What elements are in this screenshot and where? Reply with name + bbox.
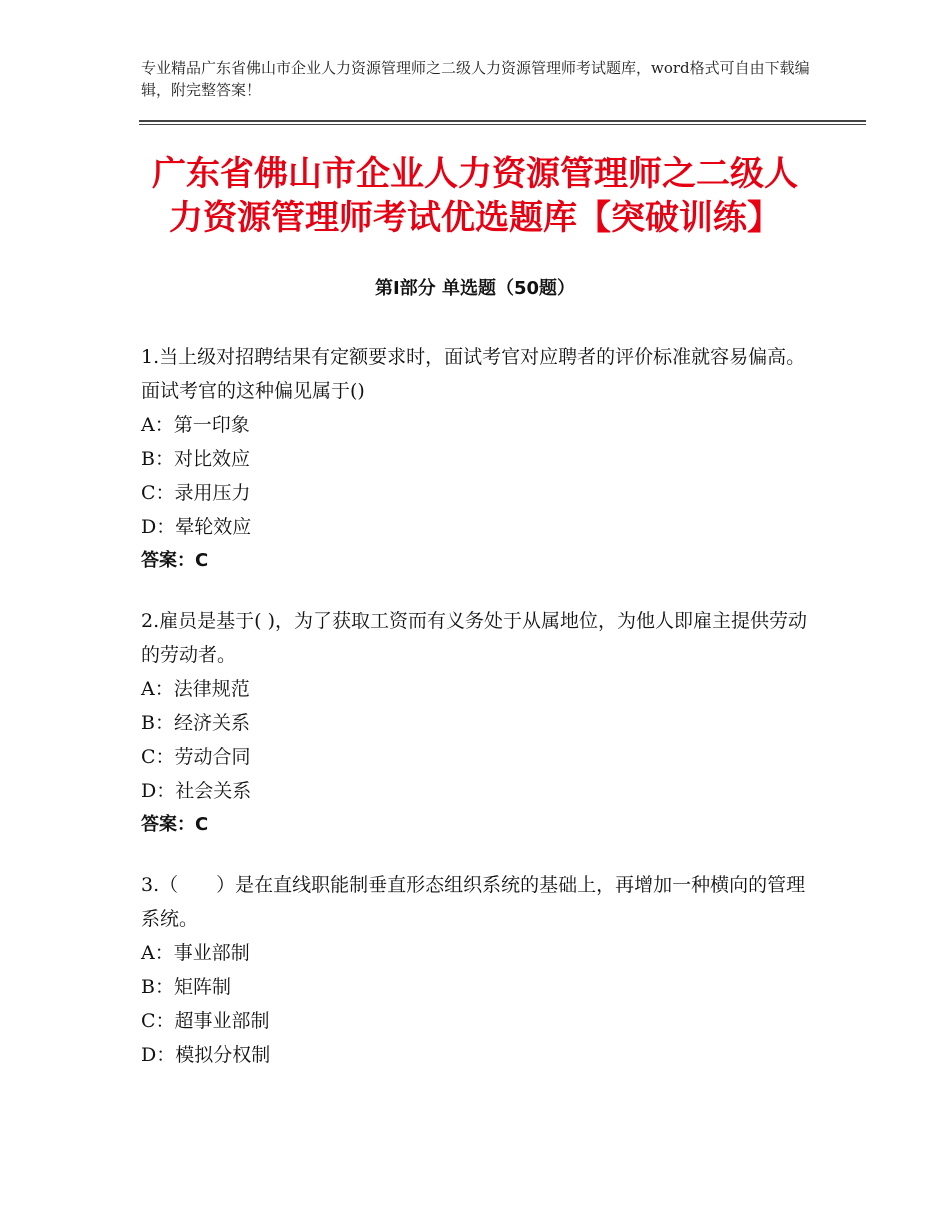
question-stem: 2.雇员是基于( )，为了获取工资而有义务处于从属地位，为他人即雇主提供劳动的劳动者。 — [141, 610, 807, 666]
section-heading: 第Ⅰ部分 单选题（50题） — [374, 278, 575, 299]
answer-label: 答案：C — [141, 814, 209, 835]
option-c: C：超事业部制 — [141, 1010, 270, 1032]
header-note: 专业精品广东省佛山市企业人力资源管理师之二级人力资源管理师考试题库，word格式可自由下载编辑，附完整答案！ — [141, 59, 810, 99]
option-b: B：对比效应 — [141, 448, 250, 470]
question-1 — [141, 340, 821, 578]
header-divider — [139, 120, 866, 125]
document-title-line-1: 广东省佛山市企业人力资源管理师之二级人 — [152, 154, 798, 194]
question-stem: 3.（ ）是在直线职能制垂直形态组织系统的基础上，再增加一种横向的管理系统。 — [141, 874, 806, 930]
option-d: D：晕轮效应 — [141, 516, 252, 538]
document-title-line-2: 力资源管理师考试优选题库【突破训练】 — [169, 198, 781, 238]
option-a: A：第一印象 — [141, 414, 250, 436]
document-title — [120, 152, 830, 240]
option-b: B：矩阵制 — [141, 976, 231, 998]
option-a: A：事业部制 — [141, 942, 250, 964]
option-c: C：录用压力 — [141, 482, 251, 504]
option-b: B：经济关系 — [141, 712, 250, 734]
question-list — [141, 340, 821, 1098]
option-d: D：社会关系 — [141, 780, 252, 802]
answer-label: 答案：C — [141, 550, 209, 571]
option-a: A：法律规范 — [141, 678, 250, 700]
option-c: C：劳动合同 — [141, 746, 251, 768]
option-d: D：模拟分权制 — [141, 1044, 271, 1066]
question-3 — [141, 868, 821, 1072]
question-stem: 1.当上级对招聘结果有定额要求时，面试考官对应聘者的评价标准就容易偏高。面试考官的这种偏见属于() — [141, 346, 806, 402]
question-2 — [141, 604, 821, 842]
